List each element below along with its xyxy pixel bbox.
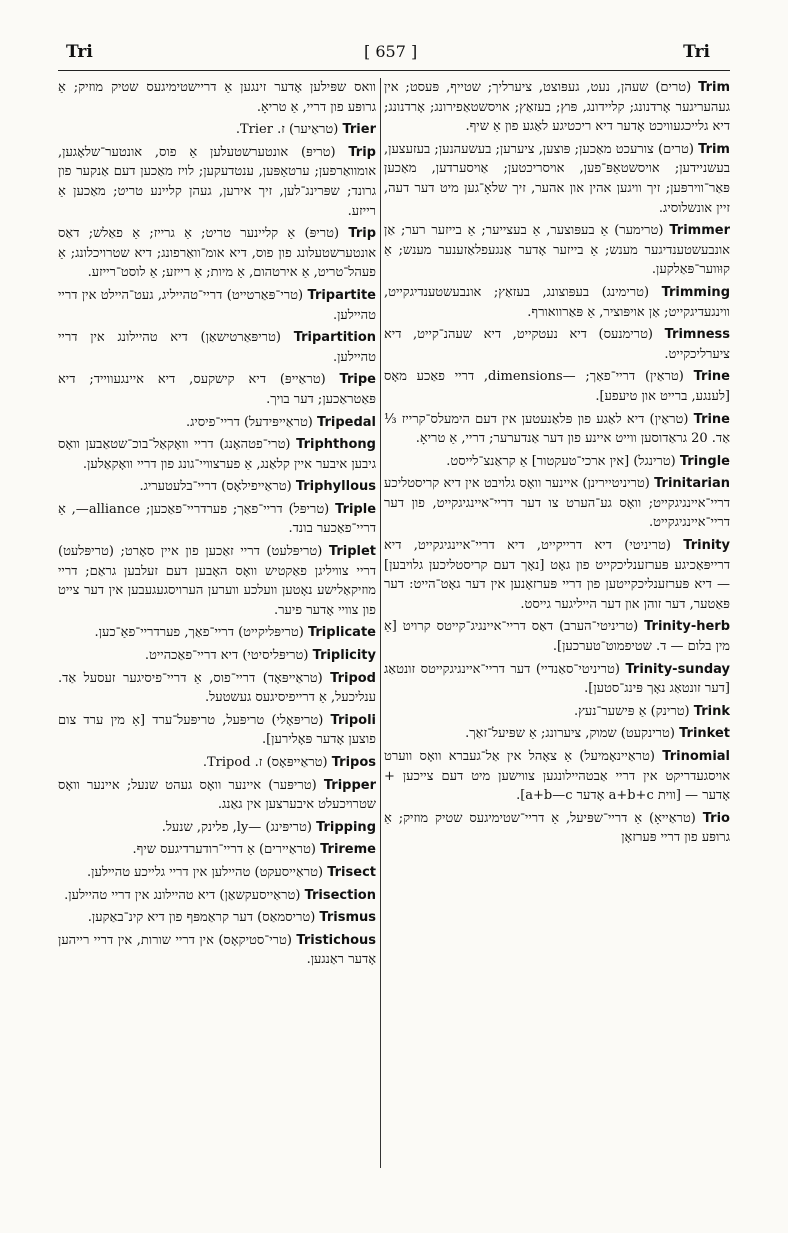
entry-pronunciation: (טראַיינאָמיעל) [579, 749, 655, 764]
dictionary-entry [384, 617, 730, 656]
dictionary-entry [58, 840, 376, 860]
entry-headword: Trinket [679, 726, 730, 742]
entry-headword: Triplicity [312, 648, 376, 664]
entry-pronunciation: (טריפּליקייט) [238, 625, 304, 641]
entry-pronunciation: (טריפּינג) [265, 819, 312, 835]
entry-pronunciation: (טריפּאַרטישאַן) [200, 330, 281, 346]
entry-headword: Trink [693, 703, 730, 719]
entry-headword: Triplicate [307, 625, 376, 641]
entry-headword: Trimness [664, 327, 730, 343]
entry-definition: בעפּוצונג, בעזאַץ; אונבעשטענדיגקייט, ווינגעדיגקייט; אַן אויפּוציר, אַ פּאַרוואורף. [384, 284, 730, 320]
entry-definition: אַ דריי־שפּיעל, אַ דריי־שטימיגעס שטיק מוזיק; אַ גרופּע פון דריי פּערזאָן [384, 810, 730, 846]
dictionary-entry [384, 140, 730, 218]
dictionary-entry [384, 536, 730, 614]
entry-definition: דריי־פאַך; —dimensions, דריי פאַכע מאָס [לענגע, ברייט און טיעפע]. [384, 369, 730, 404]
entry-headword: Trinity-herb [644, 619, 730, 635]
entry-definition: דריי־פאַך; פערדריי־פאַכען; alliance—, אַ דריי־פאַכער בונד. [58, 501, 376, 537]
entry-definition: אַ פּישער־נעץ. [573, 703, 647, 719]
entry-headword: Trip [348, 144, 376, 160]
entry-pronunciation: (טראַייפּאָס) [266, 755, 328, 770]
running-head-left: Tri [66, 42, 93, 62]
entry-definition: —ly, פלינק, שנעל. [161, 819, 262, 835]
dictionary-entry [384, 809, 730, 848]
entry-pronunciation: (טריפּ) [304, 226, 340, 242]
entry-definition: דיא קישקעס, דיא איינגעווייד; דיא פּאַטראַכען; דער בויך. [58, 372, 376, 407]
column-divider [380, 78, 381, 1168]
entry-pronunciation: (טריפּאָלי) [271, 712, 324, 728]
entry-headword: Trimmer [669, 223, 730, 239]
dictionary-entry [384, 724, 730, 744]
entry-pronunciation: (טרי־סטיקאָס) [218, 932, 292, 948]
dictionary-entry [58, 646, 376, 666]
dictionary-entry [58, 542, 376, 620]
right-column [384, 78, 730, 1168]
entry-headword: Tripartite [307, 287, 376, 303]
entry-definition: אַ בעפּוצער, אַ בעצייער; אַ בייזער רער; אַן אונבעשטענדיגער מענש; אַ בייזער אָדער אַנגעפלאַזענער מענש; אַ קוּווער־פּאַלקען. [384, 223, 730, 278]
entry-definition: אַ קליינער טריט; אַ גרייז; אַ פאַלש; דאַס אונטערשטעלונג פון פוס, דיא אומ־וואַרפונג; דיא שטרויכלונג; אַ פעהל־טריט, אַ אירטהום, אַ מיות; אַ רייזע; אַ לוסט־רייזע. [58, 226, 376, 281]
page-number: [ 657 ] [364, 42, 418, 61]
entry-pronunciation: (טראַייסעקשאַן) [219, 887, 301, 903]
entry-headword: Trinitarian [654, 476, 730, 492]
entry-pronunciation: (טריניטי) [624, 538, 671, 554]
entry-definition: דער קראַמפּף פון דיא קינ־באַקען. [87, 910, 254, 926]
entry-headword: Trim [698, 141, 730, 157]
entry-pronunciation: (טרי־פטהאָנג) [219, 437, 291, 453]
entry-pronunciation: (טרי־פּאַרטייט) [226, 287, 304, 303]
entry-definition: אין דריי שורות, אין דריי רייהען אָדער ראַנגען. [58, 932, 376, 968]
dictionary-entry [384, 747, 730, 806]
entry-definition: אַ דריי־רודערדיגעס שיף. [132, 842, 255, 858]
entry-pronunciation: (טראַייפילאָס) [221, 479, 292, 495]
entry-definition: דריי־טהייליג, געט־היילט אין דריי טהיילען. [58, 287, 376, 323]
dictionary-entry [58, 143, 376, 221]
entry-headword: Tripe [339, 372, 376, 388]
entry-pronunciation: (טריסמאַס) [257, 910, 316, 926]
dictionary-entry [58, 711, 376, 750]
dictionary-entry [384, 221, 730, 280]
dictionary-entry [384, 474, 730, 533]
entry-pronunciation: (טרינקעט) [620, 726, 675, 742]
entry-pronunciation: (טראַיער) [288, 122, 339, 138]
entry-definition: דיא טהיילונג אין דריי טהיילען. [58, 330, 376, 365]
entry-pronunciation: (טרים) [655, 80, 692, 95]
entry-definition: איינער וואָס גלויבט אין דיא קריסטליכע דריי־איינגיגקייט; וואָס גע־הערט צו דער דריי־איינגיגקייט, פון דער דריי־איינגיגקייט. [384, 476, 730, 531]
entry-pronunciation: (טרימנעס) [598, 327, 653, 343]
entry-headword: Trisection [304, 887, 376, 903]
entry-definition: אַ צאָהל אין אַל־געברא וואָס ווערט אויסגעדריקט אין דריי אַבטהיילונגען צווישען מיט דעם צייכען + אָדער — [ווית a+b+c אָדער a+b—c]. [384, 749, 730, 804]
entry-headword: Trinomial [662, 749, 730, 764]
entry-pronunciation: (טרים) [658, 141, 694, 157]
entry-headword: Tripos [331, 755, 376, 770]
entry-definition: אונטערשטעלען אַ פוס, אונטער־שלאָגען, אומוואַרפען; ערטאַפּען, ענטדעקען; לויז מאַכען דעם אַנקער פון גרונד; שפּרינג־לען, זיך אירען, געהן קליינע טריט; מאַכען אַ רייזע. [58, 144, 376, 219]
entry-headword: Trinity [683, 538, 730, 554]
entry-pronunciation: (טראַיירים) [259, 842, 316, 858]
dictionary-entry [58, 413, 376, 433]
dictionary-entry [384, 660, 730, 699]
dictionary-entry [58, 818, 376, 838]
entry-pronunciation: (טראַייפּידעל) [243, 414, 313, 430]
entry-definition: דריי־פאַך, פערדריי־פאַ־כען. [94, 625, 234, 641]
entry-definition: ז. Trier. [235, 122, 285, 138]
entry-pronunciation: (טריפּליסיטי) [242, 648, 309, 664]
entry-headword: Tripoli [330, 712, 376, 728]
entry-definition: שעהן, נעט, געפּוצט, ציערליך; שטייף, פּעסט; אין געהעריגער אָרדנונג; קליידונג, פּוץ; בעזאַץ; אויסשטאַפירונג; אָרדנונג; דיא גלייכגעוויכט אָדער דיא ריכטיגע לאַגע פון אַ שיף. [384, 80, 730, 135]
entry-headword: Tripping [316, 819, 376, 835]
dictionary-entry [384, 410, 730, 449]
dictionary-entry [58, 753, 376, 773]
entry-headword: Trine [693, 369, 730, 385]
dictionary-entry [58, 224, 376, 283]
entry-definition: צורעכט מאַכען; פּוצען, ציערען; בעשעהנען; בעזעצען, בעשניידען; אויסשטאַפּ־פען, אויסריכטען; אַויסערדען, מאַכען פּאַר־ווירפּען; זיך וויגען אהין און אהער, זיך שלאָ־גען מיט דער דעה, זיין אונשלוסיג. [384, 141, 730, 216]
entry-pronunciation: (טראַין) [644, 369, 684, 385]
entry-definition: ז. Tripod. [202, 755, 263, 770]
entry-definition: איינער וואָס געהט שנעל; איינער וואָס שטרויכעלט איבערצען אין גאַנג. [58, 777, 376, 813]
entry-pronunciation: (טריפּלעט) [266, 544, 323, 560]
entry-definition: דיא טהיילונג אין דריי טהיילען. [64, 887, 216, 903]
dictionary-entry [58, 120, 376, 140]
dictionary-entry [58, 500, 376, 539]
entry-definition: דריי־פיסיג. [185, 414, 240, 430]
dictionary-entry [58, 776, 376, 815]
entry-pronunciation: (טריפּער) [268, 777, 317, 793]
entry-pronunciation: (טרימער) [614, 223, 664, 239]
entry-pronunciation: (טרינק) [650, 703, 690, 719]
entry-pronunciation: (טראַייסעקט) [254, 864, 324, 880]
dictionary-entry [384, 325, 730, 364]
running-head-right: Tri [683, 42, 710, 62]
entry-definition: דריי־בלעטעריג. [139, 479, 218, 495]
entry-pronunciation: (טראַייפּאָד) [262, 670, 323, 686]
entry-definition: שמוק, ציערונג; אַ שפּיעל־זאַך. [465, 726, 617, 742]
dictionary-entry [58, 863, 376, 883]
entry-headword: Tripedal [317, 414, 376, 430]
dictionary-entry [58, 286, 376, 325]
left-column [58, 78, 376, 1168]
dictionary-entry [58, 908, 376, 928]
dictionary-entry [58, 931, 376, 970]
dictionary-entry [58, 886, 376, 906]
entry-definition: דריי וואָקאַל־בוכ־שטאַבען וואָס גיבען איבער איין קלאַנג, אַ פערצוויי־גונג פון דריי וואָקאַלען. [58, 437, 376, 472]
entry-pronunciation: (טריפּל) [288, 501, 330, 517]
dictionary-entry [384, 283, 730, 322]
dictionary-entry [58, 78, 376, 117]
entry-pronunciation: (טראַין) [649, 411, 689, 427]
entry-definition: דריי־פוס, אַ דריי־פיסיגער זעסעל אַד. ענליכעל, אַ דרייפיסיגעס געשטעל. [58, 670, 376, 706]
entry-headword: Trine [693, 411, 730, 427]
dictionary-entry [58, 477, 376, 497]
entry-headword: Trim [698, 80, 730, 95]
dictionary-entry [384, 452, 730, 472]
entry-headword: Trireme [320, 842, 376, 858]
entry-pronunciation: (טריפּ) [300, 144, 336, 160]
entry-pronunciation: (טרימינג) [601, 284, 650, 300]
entry-headword: Trio [702, 810, 730, 826]
entry-definition: טריפּעל, טריפּעל־ערד [אַ מין ערד צום פוצען אָדער פּאָלירען]. [58, 712, 376, 748]
entry-definition: דריי זאַכען פון איין סאָרט; (טריפּלעט) דריי צוויליגן פאַקטיש וואָס האָבען דעם זעלבען גראַם; דריי מוזיקאַלישע נאָטען וועלכע ווערען הערויסגעגעבען אין דער צייט פון צוויי אָדער פיער. [58, 544, 376, 618]
entry-pronunciation: (טריניטי־הערב) [559, 619, 639, 635]
entry-definition: דער דריי־איינגיגקייטס זונטאַג [דער זונטאַג נאָך פּינג־סטען]. [384, 661, 730, 697]
dictionary-entry [384, 367, 730, 406]
entry-headword: Tringle [679, 453, 730, 469]
dictionary-entry [58, 669, 376, 708]
entry-definition: [אין ארכי־טעקטור] אַ קראַנצ־לייסט. [446, 453, 630, 469]
entry-headword: Trier [342, 122, 376, 138]
entry-headword: Trip [348, 226, 376, 242]
dictionary-entry [58, 623, 376, 643]
entry-headword: Trisect [327, 864, 376, 880]
entry-definition: וואס שפּילען אָדער זינגען אַ דריישטימיגעס שטיק מוזיק; אַ גרופּע פון דריי, אַ טריאָ. [58, 80, 376, 115]
dictionary-entry [58, 328, 376, 367]
entry-definition: דאַס דריי־איינגיג־קייטס קרויט [אַ מין בלום — ד. שטיפמוט־טערכען]. [384, 619, 730, 655]
dictionary-entry [58, 370, 376, 409]
dictionary-entry [58, 435, 376, 474]
entry-headword: Trinity-sunday [625, 661, 730, 677]
entry-definition: דיא נעטקייט, דיא שעהנ־קייט, דיא ציערליכקייט. [384, 327, 730, 362]
entry-headword: Trimming [661, 284, 730, 300]
entry-headword: Tripod [330, 670, 376, 686]
entry-headword: Triplet [328, 544, 376, 560]
entry-headword: Tripper [323, 777, 376, 793]
entry-pronunciation: (טראַייאָ) [649, 810, 696, 826]
entry-headword: Tripartition [293, 330, 376, 346]
entry-headword: Triple [335, 501, 376, 517]
dictionary-entry [384, 78, 730, 137]
entry-pronunciation: (טרינגל) [633, 453, 676, 469]
entry-headword: Triphyllous [295, 479, 376, 495]
entry-pronunciation: (טראַייפּ) [279, 372, 326, 388]
entry-pronunciation: (טריניטיירינן) [582, 476, 650, 492]
entry-definition: דיא דריי־פאַכהייט. [144, 648, 239, 664]
dictionary-entry [384, 702, 730, 722]
entry-pronunciation: (טריניטי־סאַנדיי) [535, 661, 620, 677]
entry-definition: דיא לאַגע פון פּלאַנעטען אין דעם הימעלס־קרייז ⅓ אַד. 20 גראַדוסען ווייט איינע פון דער אַנדערער; דריי, אַ טריאָ. [384, 411, 730, 447]
entry-definition: דיא דרייקייט, דיא דריי־איינגיגקייט, דיא דרייפּאַכיגע פּערזענליכקייט פון גאָט [נאָך דעם קריסטליכען גלויבען] — דיא פּערזענליכקייטען פון דריי פּערזאָנען אין דער גאָט־הייט: דער פּאַטער, דער זוהן און דער הייליגער גייסט. [384, 538, 730, 612]
entry-headword: Triphthong [296, 437, 376, 453]
page-header [58, 38, 730, 71]
entry-definition: טהיילען אין דריי גלייכע טהיילען. [87, 864, 251, 880]
entry-headword: Tristichous [296, 932, 376, 948]
entry-headword: Trismus [319, 910, 376, 926]
